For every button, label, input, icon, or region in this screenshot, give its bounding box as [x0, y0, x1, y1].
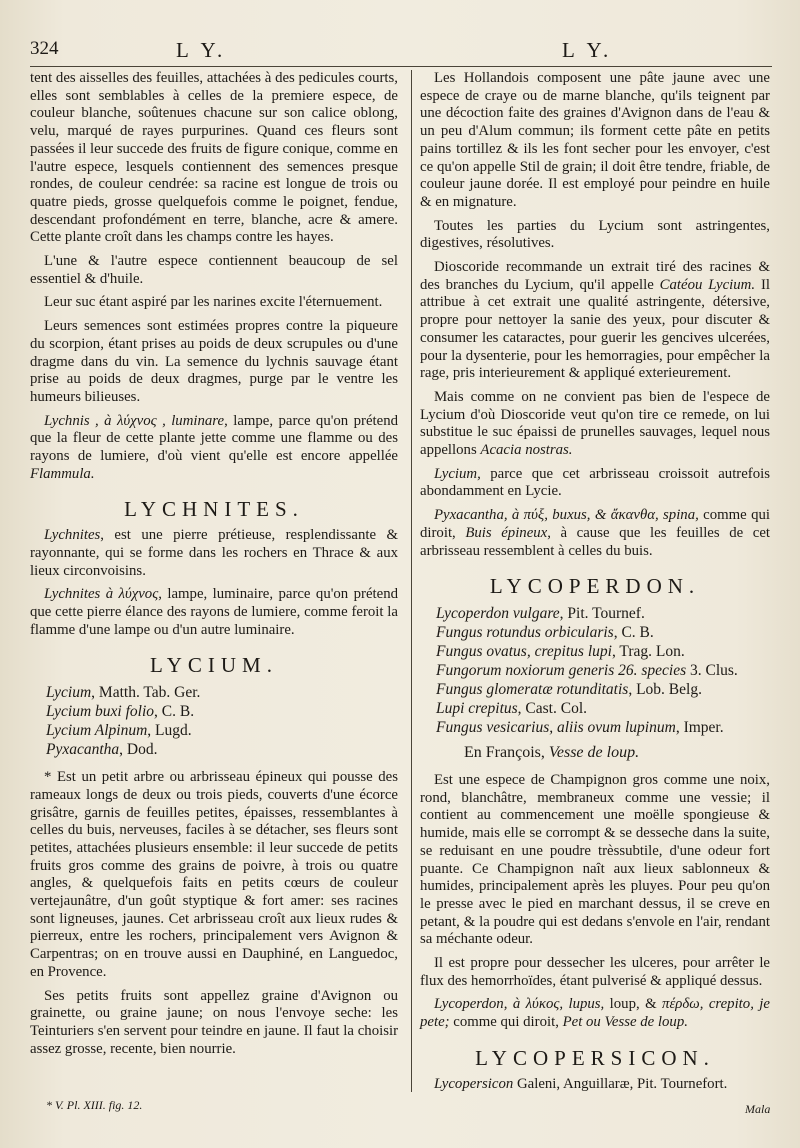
synonym: Pyxacantha, Dod. [46, 741, 158, 759]
column-divider [411, 70, 412, 1092]
entry-heading-lycium: LYCIUM. [150, 653, 278, 678]
term: Catéou Lycium. [659, 276, 756, 293]
synonym-list [30, 683, 398, 759]
synonym: Fungorum noxiorum generis 26. species 3. Clus. [436, 661, 738, 679]
paragraph: Ses petits fruits sont appellez graine d'Avignon ou grainette, ou graine jaune; on nous l'envoye seche: les Teinturiers s'en servent pour teindre en jaune. Il faut la choisir assez grosse, recente, bien nourrie. [30, 987, 398, 1057]
french-name: En François, Vesse de loup. [464, 743, 640, 761]
paragraph: Lycium, parce que cet arbrisseau croissoit autrefois abondamment en Lycie. [420, 465, 770, 500]
right-column [420, 70, 770, 1099]
paragraph: Lychnis , à λύχνος , luminare, lampe, parce qu'on prétend que la fleur de cette plante jette comme une flamme ou des rayons de lumiere, d'où vient qu'elle est encore appellée Flammula. [30, 412, 398, 482]
synonym: Lycium, Matth. Tab. Ger. [46, 684, 201, 702]
entry-heading-lycoperdon: LYCOPERDON. [489, 574, 701, 599]
paragraph: Leur suc étant aspiré par les narines excite l'éternuement. [44, 294, 383, 311]
term: Pyxacantha, à πύξ, buxus, & ἄκανθα, spina, [434, 507, 699, 524]
synonym: Fungus rotundus orbicularis, C. B. [436, 623, 654, 641]
term: Acacia nostras. [480, 442, 573, 459]
synonym: Fungus glomeratæ rotunditatis, Lob. Belg. [436, 680, 702, 698]
catchword: Mala [745, 1102, 771, 1116]
paragraph: Les Hollandois composent une pâte jaune avec une espece de craye ou de marne blanche, qu'ils teignent par une décoction faite des graines d'Avignon dans de l'eau & un peu d'Alum commun; ils forment cette pâte en petits pains tortillez & ils les font secher pour les envoyer, c'est ce qu'on appelle Stil de grain; il doit être tendre, friable, de couleur jaune dorée. Il est employé pour peindre en huile & en mignature. [420, 70, 770, 210]
paragraph: Toutes les parties du Lycium sont astringentes, digestives, résolutives. [420, 217, 770, 252]
left-column [30, 70, 398, 1064]
term: Pet ou Vesse de loup. [562, 1014, 688, 1031]
term: Lycoperdon, à λύκος, lupus, [434, 996, 605, 1013]
term: Lycium, [434, 465, 481, 482]
term: Lychnites à λύχνος [44, 586, 159, 603]
entry-heading-lychnites: LYCHNITES. [124, 497, 304, 522]
paragraph: * Est un petit arbre ou arbrisseau épineux qui pousse des rameaux longs de deux ou trois pieds, couverts d'une écorce grisâtre, garnis de feuilles petites, épaisses, ressemblantes à celles du buis, nerveuses, faciles à se détacher, ses fleurs sont petites, attachées plusieurs ensemble: il leur succede de petits fruits gros comme des grains de poivre, à trois ou quatre angles, & quelquefois faits en petits cœurs de couleur vertejaunâtre, d'un goût styptique & fort amer: ses racines sont ligneuses, jaunes. Cet arbrisseau croît aux lieux rudes & pierreux, entre les rochers, principalement vers Avignon & Carpentras; on en trouve aussi en Dauphiné, en Languedoc, en Provence. [30, 769, 398, 980]
paragraph: Mais comme on ne convient pas bien de l'espece de Lycium d'où Dioscoride veut qu'on tire ce remede, on lui substitue le suc épaissi de prunelles sauvages, lequel nous appellons Acacia nostras. [420, 388, 770, 459]
synonym: Fungus ovatus, crepitus lupi, Trag. Lon. [436, 642, 685, 660]
footnote: * V. Pl. XIII. fig. 12. [46, 1098, 143, 1112]
paragraph: Il est propre pour dessecher les ulceres, pour arrêter le flux des hemorrhoïdes, étant pulverisé & appliqué dessus. [420, 955, 770, 989]
page-number: 324 [30, 38, 59, 59]
synonym: Lupi crepitus, Cast. Col. [436, 699, 587, 717]
synonym: Lycoperdon vulgare, Pit. Tournef. [436, 604, 645, 622]
header-rule [30, 66, 772, 67]
paragraph: Lychnites, est une pierre prétieuse, resplendissante & rayonnante, qui se forme dans les rochers en Thrace & aux lieux circonvoisins. [30, 527, 398, 579]
synonym-list [420, 604, 770, 762]
paragraph: Est une espece de Champignon gros comme une noix, rond, blanchâtre, membraneux comme une vessie; il contient au commencement une moëlle spongieuse & humide, mais elle se corrompt & se desseche dans la suite, se reduisant en une poudre trèssubtile, d'une odeur fort puante. Ce Champignon naît aux lieux sablonneux & humides, principalement après les pluyes. Pour peu qu'on le presse avec le pied en marchant dessus, il se creve en petant, & la poudre qui est dedans s'envole en l'air, rendant sa méchante odeur. [420, 771, 770, 948]
paragraph: Leurs semences sont estimées propres contre la piqueure du scorpion, étant prises au poids de deux scrupules ou d'une dragme dans du vin. La semence du lychnis sauvage étant prise au poids de deux dragmes, purge par le ventre les humeurs bilieuses. [30, 318, 398, 405]
paragraph: tent des aisselles des feuilles, attachées à des pedicules courts, elles sont semblables à celles de la premiere espece, de couleur blanche, soûtenues chacune sur son calice oblong, velu, marqué de rayes purpurines. Quand ces fleurs sont passées il leur succede des fruits de figure conique, comme en l'autre espece, lesquels contiennent des semences presque rondes, de couleur cendrée: sa racine est longue de trois ou quatre pieds, grosse quelquefois comme le poignet, fendue, descendant profondément en terre, blanche, acre & amere. Cette plante croît dans les champs contre les hayes. [30, 70, 398, 246]
synonym: Fungus vesicarius, aliis ovum lupinum, Imper. [436, 718, 724, 736]
running-title-right: L Y. [562, 38, 613, 62]
term: Lychnis , à λύχνος , luminare [44, 412, 225, 429]
running-title-left: L Y. [176, 38, 227, 62]
entry-heading-lycopersicon: LYCOPERSICON. [475, 1045, 715, 1070]
term: Flammula. [30, 465, 95, 482]
paragraph: Lycopersicon Galeni, Anguillaræ, Pit. Tournefort. [434, 1075, 728, 1092]
paragraph: Lychnites à λύχνος, lampe, luminaire, parce qu'on prétend que cette pierre élance des rayons de lumiere, comme feroit la flamme d'une lampe ou d'un autre luminaire. [30, 586, 398, 638]
running-head [0, 38, 800, 68]
synonym: Lycium Alpinum, Lugd. [46, 722, 192, 740]
term: Lycopersicon [434, 1075, 514, 1092]
term: πέρδω, crepito, je pete; [420, 996, 770, 1031]
term: Buis épineux [465, 524, 548, 541]
paragraph: Pyxacantha, à πύξ, buxus, & ἄκανθα, spina, comme qui diroit, Buis épineux, à cause que les feuilles de cet arbrisseau ressemblent à celles du buis. [420, 507, 771, 559]
paragraph: L'une & l'autre espece contiennent beaucoup de sel essentiel & d'huile. [30, 253, 398, 287]
term: Lychnites [44, 527, 101, 544]
synonym: Lycium buxi folio, C. B. [46, 703, 195, 721]
paragraph: Dioscoride recommande un extrait tiré des racines & des branches du Lycium, qu'il appelle Catéou Lycium. Il attribue à cet extrait une qualité astringente, détersive, propre pour nettoyer la sanie des yeux, pour discuter & consumer les cataractes, pour guerir les gencives ulcerées, pour la dysenterie, pour les hemorragies, pour empêcher la rage, pris interieurement & appliqué exterieurement. [420, 259, 770, 382]
paragraph: Lycoperdon, à λύκος, lupus, loup, & πέρδω, crepito, je pete; comme qui diroit, Pet ou Vesse de loup. [420, 996, 770, 1031]
